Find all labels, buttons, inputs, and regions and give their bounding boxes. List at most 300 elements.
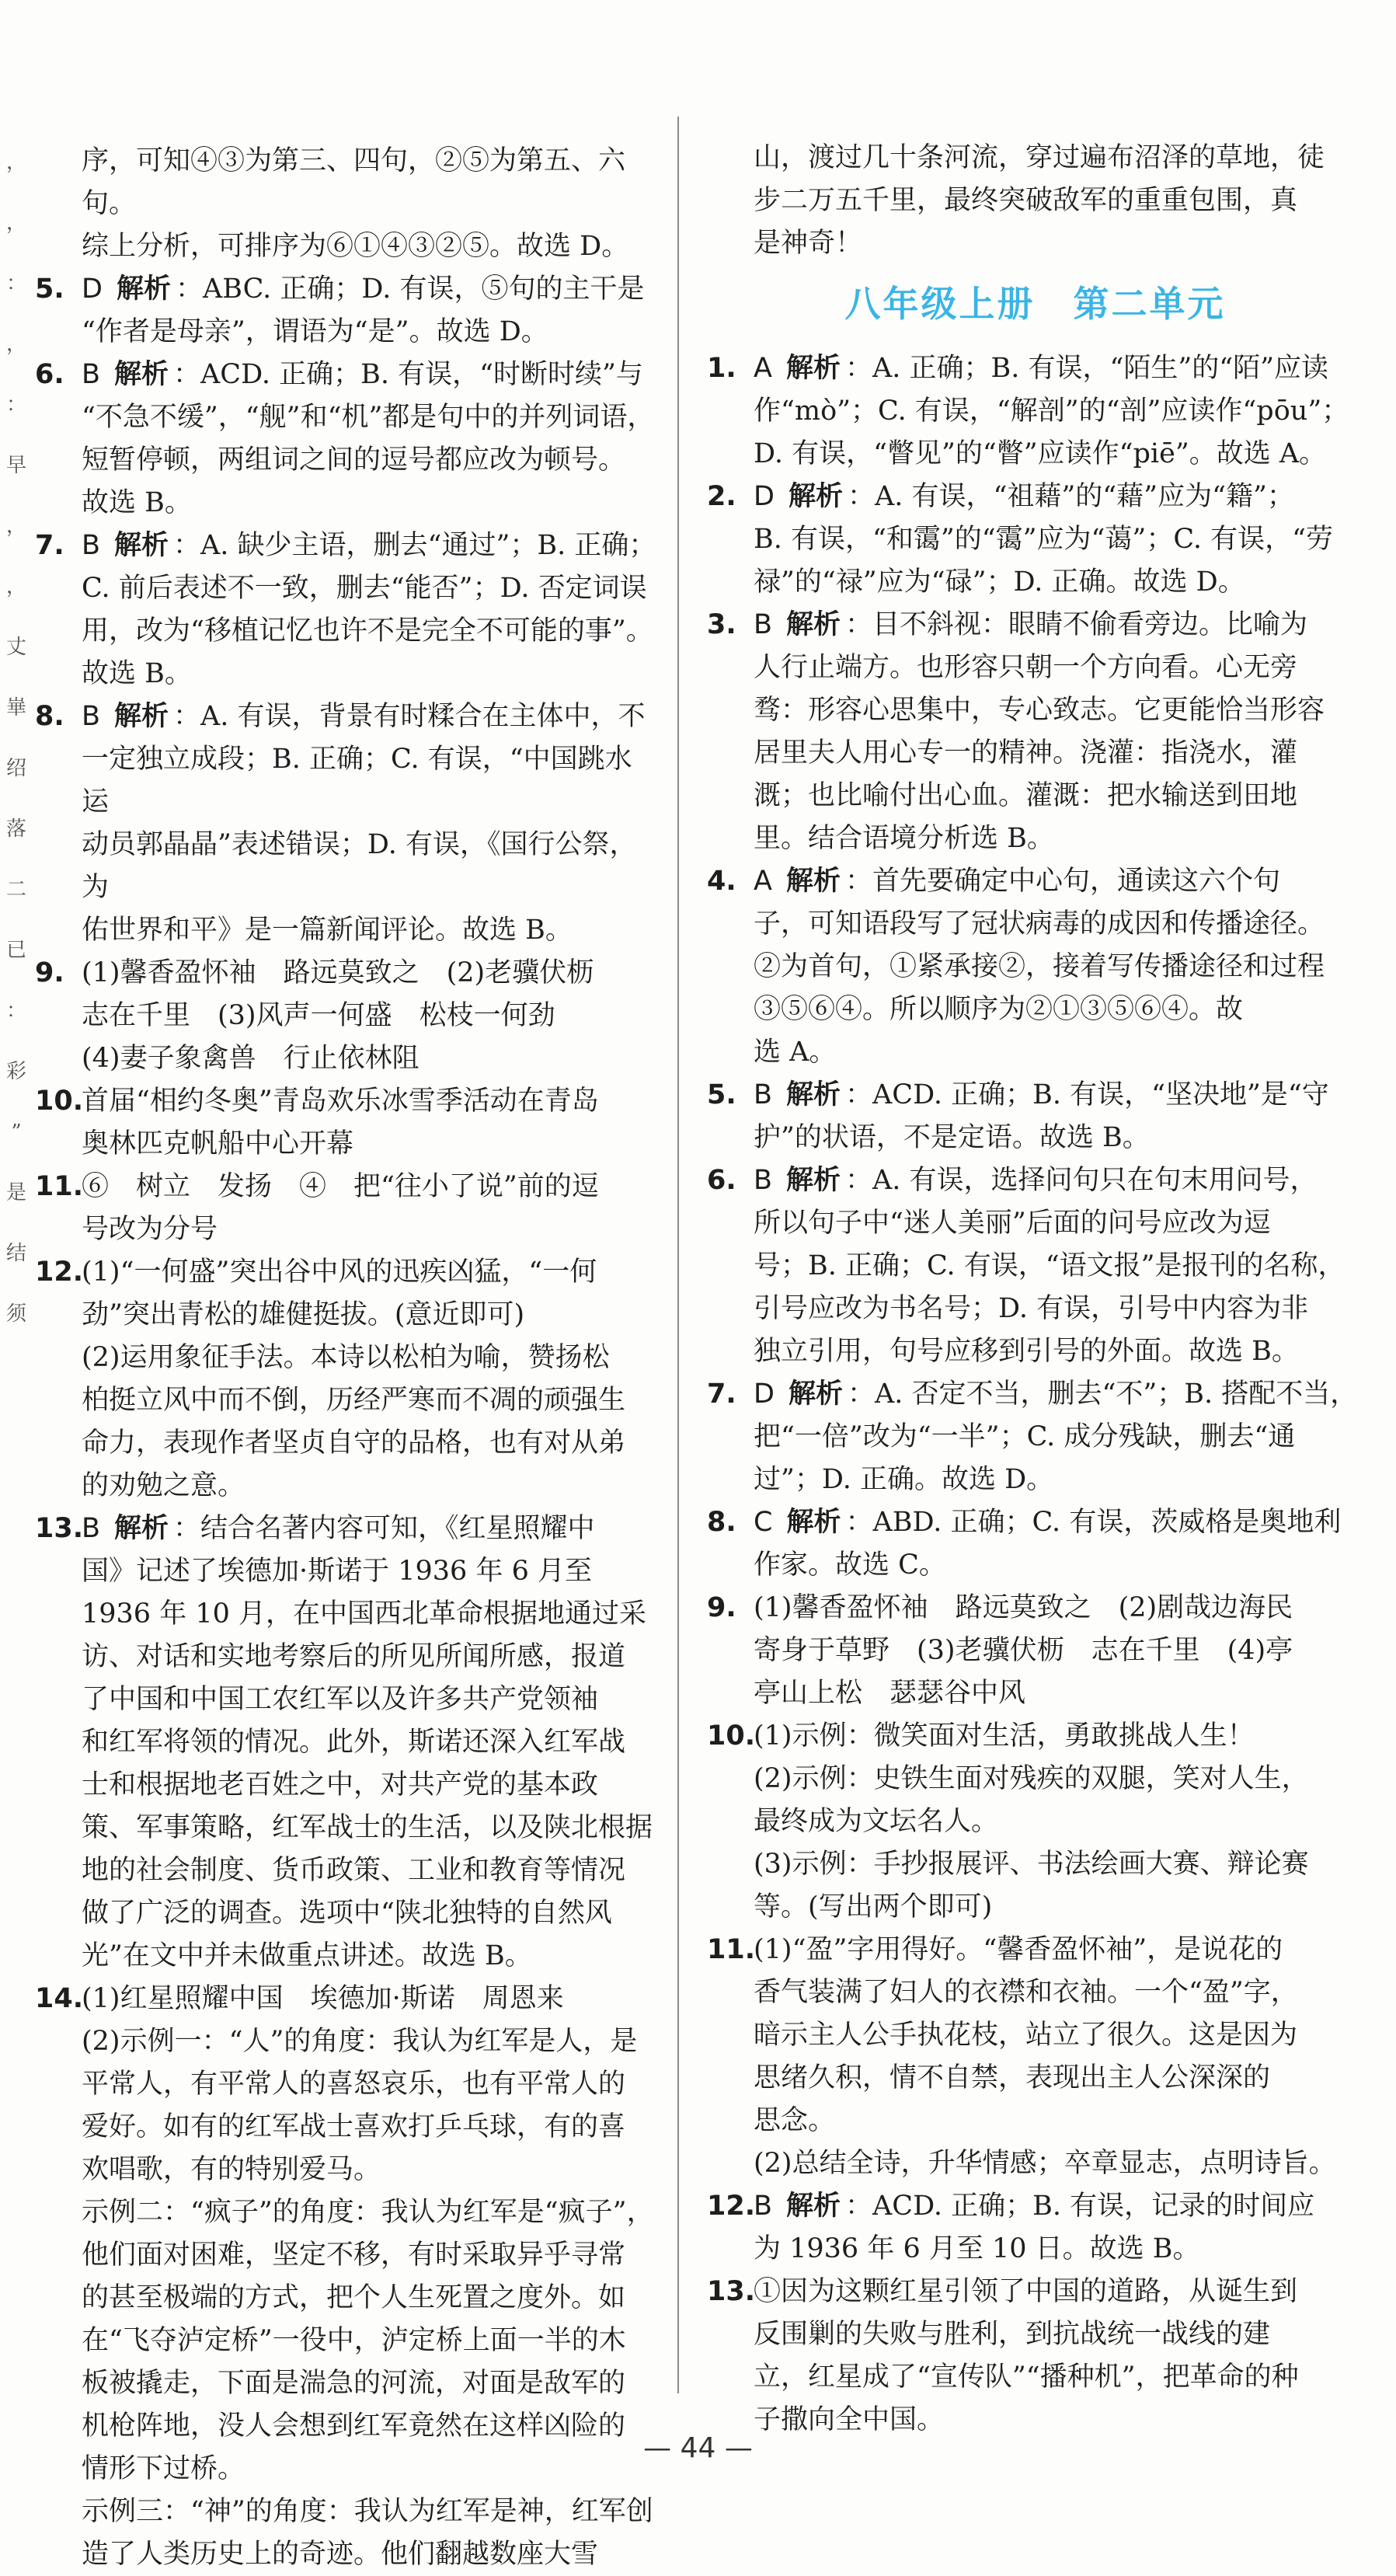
answer-letter: B [82, 530, 101, 561]
answer-item [707, 1159, 1363, 1373]
item-line [82, 1080, 656, 1123]
item-line [754, 1929, 1363, 1971]
line-text: (1)馨香盈怀袖 路远莫致之 (2)老骥伏枥 [82, 957, 594, 988]
item-number: 13. [35, 1513, 84, 1544]
item-line [754, 1501, 1363, 1544]
item-line [754, 2057, 1363, 2100]
explanation-label: 解析 [788, 1379, 843, 1410]
item-line [754, 775, 1363, 817]
line-text: 造了人类历史上的奇迹。他们翻越数座大雪 [82, 2539, 599, 2570]
item-line [754, 390, 1363, 433]
answer-letter: C [754, 1507, 773, 1538]
item-number: 12. [707, 2191, 756, 2222]
item-number: 13. [707, 2276, 756, 2307]
answer-letter: B [82, 359, 101, 390]
answer-item [35, 1080, 656, 1166]
line-text: 亭山上松 瑟瑟谷中风 [754, 1678, 1026, 1709]
item-line [82, 1251, 656, 1294]
item-number: 8. [35, 701, 64, 732]
answer-item [707, 860, 1363, 1074]
line-text: (2)运用象征手法。本诗以松柏为喻，赞扬松 [82, 1342, 610, 1373]
explanation-label: 解析 [114, 530, 169, 561]
line-text: ：目不斜视：眼睛不偷看旁边。比喻为 [845, 609, 1308, 640]
item-line [82, 1892, 656, 1935]
line-text: 的甚至极端的方式，把个人生死置之度外。如 [82, 2282, 626, 2313]
line-text: 平常人，有平常人的喜怒哀乐，也有平常人的 [82, 2069, 626, 2100]
line-text: 板被撬走，下面是湍急的河流，对面是敌军的 [82, 2368, 626, 2399]
line-text: 和红军将领的情况。此外，斯诺还深入红军战 [82, 1727, 626, 1758]
line-text: ：结合名著内容可知，《红星照耀中 [173, 1513, 595, 1544]
item-line [82, 2191, 656, 2234]
item-number: 5. [35, 274, 64, 305]
item-line [754, 988, 1363, 1031]
item-line [754, 1373, 1363, 1416]
line-text: 机枪阵地，没人会想到红军竟然在这样凶险的 [82, 2410, 626, 2442]
item-number: 9. [35, 957, 64, 988]
item-number: 14. [35, 1983, 84, 2014]
item-number: 7. [707, 1379, 736, 1410]
line-text: ②为首句，①紧承接②，接着写传播途径和过程 [754, 951, 1325, 982]
answer-item [35, 1978, 656, 2576]
item-number: 3. [707, 609, 736, 640]
line-text: 选 A。 [754, 1037, 837, 1068]
explanation-label: 解析 [786, 1165, 841, 1196]
line-text: ①因为这颗红星引领了中国的道路，从诞生到 [754, 2276, 1298, 2307]
explanation-label: 解析 [114, 701, 169, 732]
answer-item [35, 695, 656, 952]
line-text: 把“一倍”改为“一半”；C. 成分残缺，删去“通 [754, 1421, 1296, 1452]
answer-item [707, 347, 1363, 476]
line-text: 引号应改为书名号；D. 有误，引号中内容为非 [754, 1293, 1309, 1324]
item-line [82, 1123, 656, 1166]
answer-item [707, 1373, 1363, 1501]
item-line [82, 2106, 656, 2149]
line-text: 短暂停顿，两组词之间的逗号都应改为顿号。 [82, 444, 626, 476]
item-line [754, 2356, 1363, 2399]
explanation-label: 解析 [788, 481, 843, 512]
unit-title: 八年级上册 第二单元 [844, 283, 1226, 325]
item-line [82, 1337, 656, 1379]
line-text: 反围剿的失败与胜利，到抗战统一战线的建 [754, 2319, 1271, 2350]
line-text: ：A. 缺少主语，删去“通过”；B. 正确； [173, 530, 656, 561]
answer-letter: B [82, 701, 101, 732]
line-text: 思绪久积，情不自禁，表现出主人公深深的 [754, 2062, 1271, 2093]
line-text: (1)馨香盈怀袖 路远莫致之 (2)剧哉边海民 [754, 1592, 1293, 1623]
answer-item [707, 1501, 1363, 1587]
line-text: 香气装满了妇人的衣襟和衣袖。一个“盈”字， [754, 1977, 1298, 2008]
item-number: 11. [35, 1171, 84, 1202]
line-text: (2)示例一：“人”的角度：我认为红军是人，是 [82, 2026, 638, 2057]
answer-item [35, 268, 656, 354]
explanation-label: 解析 [786, 1079, 841, 1110]
answer-item [707, 604, 1363, 860]
answer-item [35, 1508, 656, 1978]
item-number: 10. [707, 1720, 756, 1752]
answer-letter: A [754, 866, 772, 897]
answer-item [707, 1715, 1363, 1929]
line-text: ：A. 有误，选择问句只在句末用问号， [845, 1165, 1318, 1196]
line-text: ：ABD. 正确；C. 有误，茨威格是奥地利 [845, 1507, 1342, 1538]
item-number: 4. [707, 866, 736, 897]
item-line [82, 695, 656, 738]
item-line [82, 2234, 656, 2277]
item-line [82, 2149, 656, 2191]
margin-char: ， [5, 211, 26, 235]
item-line [754, 647, 1363, 689]
item-line [754, 1630, 1363, 1672]
item-line [82, 738, 656, 824]
line-text: 作“mò”；C. 有误，“解剖”的“剖”应读作“pōu”； [754, 396, 1349, 427]
item-line [754, 561, 1363, 604]
margin-char: 绍 [5, 757, 26, 780]
line-text: 号改为分号 [82, 1214, 218, 1245]
line-text: 禄”的“禄”应为“碌”；D. 正确。故选 D。 [754, 566, 1245, 598]
margin-char: 是 [5, 1181, 26, 1204]
item-line [754, 1031, 1363, 1074]
item-line [754, 1672, 1363, 1715]
item-line [754, 946, 1363, 988]
answer-item [35, 1166, 656, 1251]
line-text: 在“飞夺泸定桥”一役中，泸定桥上面一半的木 [82, 2325, 626, 2356]
item-line [754, 1330, 1363, 1373]
line-text: B. 有误，“和霭”的“霭”应为“蔼”；C. 有误，“劳 [754, 524, 1334, 555]
item-line [82, 396, 656, 439]
item-number: 12. [35, 1257, 84, 1288]
line-text: 故选 B。 [82, 487, 192, 518]
line-text: 作家。故选 C。 [754, 1549, 946, 1581]
item-line [82, 2533, 656, 2576]
item-line [754, 2313, 1363, 2356]
line-text: 士和根据地老百姓之中，对共产党的基本政 [82, 1769, 599, 1800]
item-line [82, 653, 656, 695]
right-continuation [707, 137, 1363, 265]
left-column [35, 140, 656, 2576]
item-line [82, 1636, 656, 1678]
left-intro [35, 140, 656, 268]
item-line [754, 2014, 1363, 2057]
line-text: 用，改为“移植记忆也许不是完全不可能的事”。 [82, 615, 653, 647]
item-line [754, 1416, 1363, 1459]
answer-item [35, 952, 656, 1080]
line-text: 奥林匹克帆船中心开幕 [82, 1128, 354, 1159]
item-number: 7. [35, 530, 64, 561]
continuation-line: 步二万五千里，最终突破敌军的重重包围，真 [754, 185, 1298, 216]
intro-line: 综上分析，可排序为⑥①④③②⑤。故选 D。 [82, 231, 629, 262]
margin-char: ， [5, 514, 26, 538]
item-line [82, 1807, 656, 1849]
continuation-line: 是神奇！ [754, 228, 863, 259]
line-text: 劲”突出青松的雄健挺拔。(意近即可) [82, 1299, 525, 1330]
item-line [82, 2063, 656, 2106]
line-text: 居里夫人用心专一的精神。浇灌：指浇水，灌 [754, 737, 1298, 769]
item-line [82, 1379, 656, 1422]
line-text: 人行止端方。也形容只朝一个方向看。心无旁 [754, 652, 1298, 683]
line-text: 做了广泛的调查。选项中“陕北独特的自然风 [82, 1898, 612, 1929]
item-line [754, 1544, 1363, 1587]
item-line [82, 2020, 656, 2063]
margin-char: ： [5, 393, 26, 417]
margin-char: 彩 [5, 1060, 26, 1083]
item-line [82, 268, 656, 311]
item-line [82, 311, 656, 354]
line-text: (1)示例：微笑面对生活，勇敢挑战人生！ [754, 1720, 1255, 1752]
right-column [707, 137, 1363, 2442]
item-line [82, 2320, 656, 2362]
item-number: 1. [707, 353, 736, 384]
item-line [754, 604, 1363, 647]
answer-letter: B [754, 1079, 773, 1110]
item-line [82, 1721, 656, 1764]
answer-item [707, 2271, 1363, 2442]
line-text: 示例三：“神”的角度：我认为红军是神，红军创 [82, 2496, 653, 2527]
margin-char: 丈 [5, 636, 26, 659]
item-line [754, 689, 1363, 732]
item-line [754, 860, 1363, 903]
line-text: 等。(写出两个即可) [754, 1891, 993, 1922]
item-line [82, 610, 656, 653]
line-text: 首届“相约冬奥”青岛欢乐冰雪季活动在青岛 [82, 1086, 599, 1117]
item-line [82, 2362, 656, 2405]
item-line [754, 2271, 1363, 2313]
item-line [754, 1971, 1363, 2014]
answer-item [35, 1251, 656, 1508]
line-text: 过”；D. 正确。故选 D。 [754, 1464, 1054, 1495]
margin-char: 早 [5, 454, 26, 477]
item-line [82, 1294, 656, 1337]
item-line [754, 1459, 1363, 1501]
line-text: 子撒向全中国。 [754, 2404, 945, 2435]
item-line [754, 1159, 1363, 1202]
item-line [82, 909, 656, 952]
item-line [82, 1678, 656, 1721]
line-text: “不急不缓”，“舰”和“机”都是句中的并列词语， [82, 402, 655, 433]
line-text: (1)“盈”字用得好。“馨香盈怀袖”，是说花的 [754, 1934, 1283, 1965]
item-line [754, 518, 1363, 561]
item-line [754, 476, 1363, 518]
line-text: 他们面对困难，坚定不移，有时采取异乎寻常 [82, 2240, 626, 2271]
item-number: 8. [707, 1507, 736, 1538]
line-text: 思念。 [754, 2105, 836, 2136]
line-text: 了中国和中国工农红军以及许多共产党领袖 [82, 1684, 599, 1715]
item-line [82, 2491, 656, 2533]
line-text: ：A. 正确；B. 有误，“陌生”的“陌”应读 [844, 353, 1329, 384]
line-text: 为 1936 年 6 月至 10 日。故选 B。 [754, 2233, 1200, 2264]
explanation-label: 解析 [785, 353, 841, 384]
item-line [754, 433, 1363, 476]
line-text: 志在千里 (3)风声一何盛 松枝一何劲 [82, 1000, 555, 1031]
item-line [82, 1208, 656, 1251]
binding-margin-fragments [0, 132, 33, 2386]
item-line [754, 732, 1363, 775]
answer-letter: B [82, 1513, 101, 1544]
line-text: 欢唱歌，有的特别爱马。 [82, 2154, 381, 2185]
item-line [754, 1074, 1363, 1117]
item-line [754, 1288, 1363, 1330]
line-text: 示例二：“疯子”的角度：我认为红军是“疯子”， [82, 2197, 654, 2228]
item-line [82, 567, 656, 610]
line-text: 溉；也比喻付出心血。灌溉：把水输送到田地 [754, 780, 1298, 811]
line-text: ：A. 否定不当，删去“不”；B. 搭配不当， [847, 1379, 1358, 1410]
item-line [754, 1117, 1363, 1159]
item-line [82, 1037, 656, 1080]
column-divider [677, 117, 679, 2393]
answer-letter: D [754, 481, 775, 512]
line-text: (2)示例：史铁生面对残疾的双腿，笑对人生， [754, 1763, 1309, 1794]
line-text: 独立引用，句号应移到引号的外面。故选 B。 [754, 1336, 1299, 1367]
margin-char: ， [5, 333, 26, 356]
line-text: 情形下过桥。 [82, 2453, 245, 2484]
item-number: 5. [707, 1079, 736, 1110]
item-line [82, 1166, 656, 1208]
line-text: 柏挺立风中而不倒，历经严寒而不凋的顽强生 [82, 1385, 626, 1416]
explanation-label: 解析 [116, 274, 171, 305]
line-text: 地的社会制度、货币政策、工业和教育等情况 [82, 1855, 626, 1886]
answer-letter: B [754, 609, 773, 640]
item-line [754, 2185, 1363, 2228]
item-line [754, 2228, 1363, 2271]
line-text: 佑世界和平》是一篇新闻评论。故选 B。 [82, 915, 573, 946]
answer-item [707, 2185, 1363, 2271]
item-line [754, 1843, 1363, 1886]
item-line [82, 2277, 656, 2320]
line-text: (3)示例：手抄报展评、书法绘画大赛、辩论赛 [754, 1849, 1309, 1880]
explanation-label: 解析 [786, 2191, 841, 2222]
line-text: ：ABC. 正确；D. 有误，⑤句的主干是 [175, 274, 645, 305]
item-line [82, 1593, 656, 1636]
item-line [82, 439, 656, 482]
item-line [82, 1978, 656, 2020]
item-number: 6. [35, 359, 64, 390]
answer-letter: B [754, 2191, 773, 2222]
item-line [754, 817, 1363, 860]
item-number: 9. [707, 1592, 736, 1623]
line-text: (1)“一何盛”突出谷中风的迅疾凶猛，“一何 [82, 1257, 597, 1288]
item-line [754, 2142, 1363, 2185]
item-line [754, 903, 1363, 946]
item-line [754, 1587, 1363, 1630]
answer-item [35, 525, 656, 695]
continuation-line: 山，渡过几十条河流，穿过遍布沼泽的草地，徒 [754, 142, 1325, 173]
line-text: 爱好。如有的红军战士喜欢打乒乓球，有的喜 [82, 2111, 626, 2142]
item-line [82, 1422, 656, 1465]
intro-line: 序，可知④③为第三、四句，②⑤为第五、六句。 [82, 145, 626, 219]
line-text: 寄身于草野 (3)老骥伏枥 志在千里 (4)亭 [754, 1635, 1293, 1666]
item-line [82, 525, 656, 567]
line-text: “作者是母亲”，谓语为“是”。故选 D。 [82, 316, 548, 347]
line-text: 光”在文中并未做重点讲述。故选 B。 [82, 1940, 532, 1971]
item-number: 11. [707, 1934, 756, 1965]
line-text: ⑥ 树立 发扬 ④ 把“往小了说”前的逗 [82, 1171, 599, 1202]
explanation-label: 解析 [114, 359, 169, 390]
item-line [754, 2100, 1363, 2142]
line-text: 护”的状语，不是定语。故选 B。 [754, 1122, 1150, 1153]
line-text: ：A. 有误，背景有时糅合在主体中，不 [173, 701, 646, 732]
line-text: 子，可知语段写了冠状病毒的成因和传播途径。 [754, 908, 1325, 939]
item-number: 2. [707, 481, 736, 512]
item-line [82, 824, 656, 909]
margin-char: 落 [5, 817, 26, 841]
margin-char: 崋 [5, 696, 26, 720]
line-text: 访、对话和实地考察后的所见所闻所感，报道 [82, 1641, 626, 1672]
left-answer-list [35, 268, 656, 2576]
answer-item [35, 354, 656, 525]
item-number: 6. [707, 1165, 736, 1196]
margin-char: ” [11, 1121, 22, 1144]
item-line [82, 1465, 656, 1508]
item-line [82, 995, 656, 1037]
line-text: ：A. 有误，“祖藉”的“藉”应为“籍”； [847, 481, 1294, 512]
line-text: 骛：形容心思集中，专心致志。它更能恰当形容 [754, 695, 1325, 726]
line-text: 国》记述了埃德加·斯诺于 1936 年 6 月至 [82, 1556, 592, 1587]
item-line [754, 1758, 1363, 1800]
item-line [754, 1202, 1363, 1245]
item-line [754, 1886, 1363, 1929]
margin-char: 二 [5, 878, 26, 901]
answer-letter: B [754, 1165, 773, 1196]
right-answer-list [707, 347, 1363, 2442]
item-line [82, 1508, 656, 1550]
item-line [82, 1550, 656, 1593]
margin-char: ， [5, 575, 26, 598]
margin-char: 已 [5, 939, 26, 962]
margin-char: ： [5, 999, 26, 1023]
line-text: 里。结合语境分析选 B。 [754, 823, 1054, 854]
line-text: 命力，表现作者坚贞自守的品格，也有对从弟 [82, 1427, 626, 1459]
item-line [754, 1245, 1363, 1288]
line-text: 策、军事策略，红军战士的生活，以及陕北根据 [82, 1812, 653, 1843]
line-text: C. 前后表述不一致，删去“能否”；D. 否定词误 [82, 573, 647, 604]
item-number: 10. [35, 1086, 84, 1117]
item-line [82, 1935, 656, 1978]
line-text: ：首先要确定中心句，通读这六个句 [844, 866, 1280, 897]
line-text: 立，红星成了“宣传队”“播种机”，把革命的种 [754, 2362, 1299, 2393]
item-line [754, 347, 1363, 390]
item-line [754, 1715, 1363, 1758]
line-text: 一定独立成段；B. 正确；C. 有误，“中国跳水运 [82, 744, 632, 817]
line-text: ③⑤⑥④。所以顺序为②①③⑤⑥④。故 [754, 994, 1244, 1025]
line-text: 所以句子中“迷人美丽”后面的问号应改为逗 [754, 1208, 1271, 1239]
line-text: (4)妻子象禽兽 行止依林阻 [82, 1043, 419, 1074]
explanation-label: 解析 [785, 866, 841, 897]
margin-char: 须 [5, 1302, 26, 1326]
answer-item [707, 476, 1363, 604]
explanation-label: 解析 [114, 1513, 169, 1544]
explanation-label: 解析 [786, 609, 841, 640]
line-text: 动员郭晶晶”表述错误；D. 有误，《国行公祭，为 [82, 829, 637, 903]
line-text: 号；B. 正确；C. 有误，“语文报”是报刊的名称， [754, 1250, 1346, 1281]
item-line [82, 952, 656, 995]
page-number: — 44 — [643, 2432, 753, 2464]
line-text: ：ACD. 正确；B. 有误，记录的时间应 [845, 2191, 1315, 2222]
item-line [754, 1800, 1363, 1843]
item-line [82, 482, 656, 525]
answer-letter: D [754, 1379, 775, 1410]
line-text: ：ACD. 正确；B. 有误，“坚决地”是“守 [845, 1079, 1329, 1110]
answer-letter: A [754, 353, 772, 384]
answer-item [707, 1074, 1363, 1159]
item-line [82, 354, 656, 396]
answer-letter: D [82, 274, 103, 305]
line-text: 的劝勉之意。 [82, 1470, 245, 1501]
answer-item [707, 1587, 1363, 1715]
item-line [82, 1849, 656, 1892]
item-line [82, 1764, 656, 1807]
line-text: 最终成为文坛名人。 [754, 1806, 999, 1837]
line-text: 暗示主人公手执花枝，站立了很久。这是因为 [754, 2020, 1298, 2051]
line-text: D. 有误，“瞥见”的“瞥”应读作“piē”。故选 A。 [754, 438, 1327, 469]
line-text: 故选 B。 [82, 658, 192, 689]
line-text: (1)红星照耀中国 埃德加·斯诺 周恩来 [82, 1983, 564, 2014]
